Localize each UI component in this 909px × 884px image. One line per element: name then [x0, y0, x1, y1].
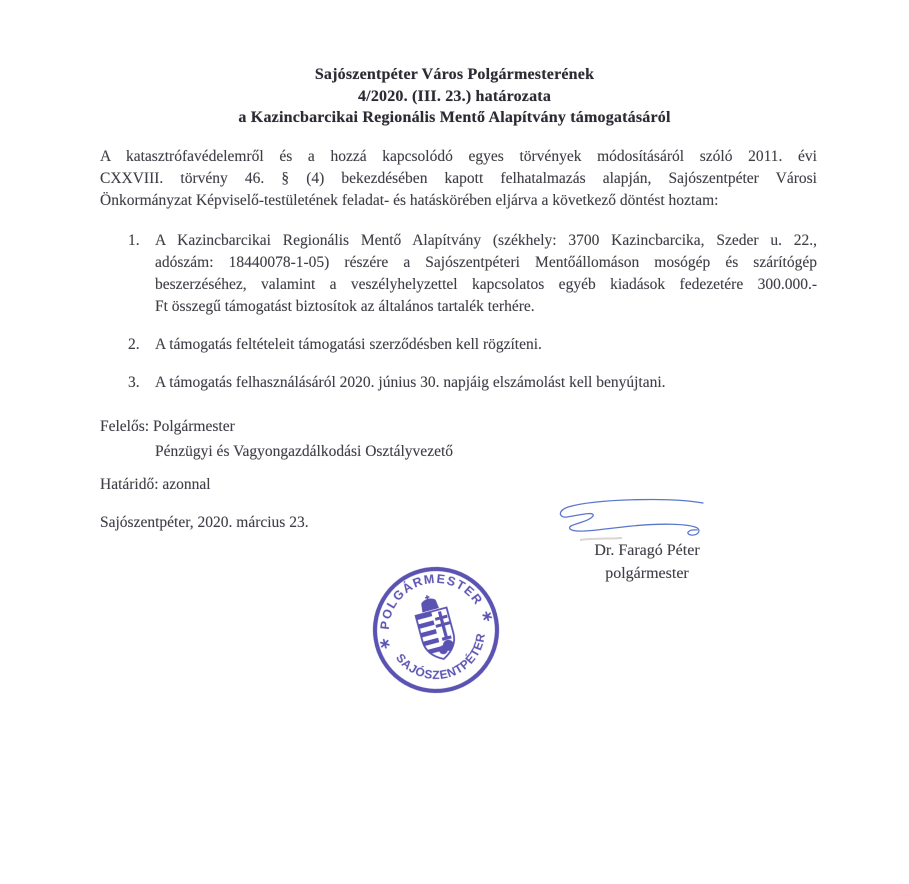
- date-line: Sajószentpéter, 2020. március 23.: [100, 514, 309, 531]
- intro-paragraph: [100, 146, 817, 212]
- coat-of-arms-icon: [411, 590, 461, 663]
- decision-item-3: [128, 372, 817, 394]
- text-line: CXXVIII. törvény 46. § (4) bekezdésében kapott felhatalmazás alapján, Sajószentpéter Városi: [100, 170, 817, 187]
- item-text: [155, 230, 817, 318]
- text-line: A katasztrófavédelemről és a hozzá kapcsolódó egyes törvények módosításáról szóló 2011. évi: [100, 148, 817, 165]
- responsible-label: Felelős:: [100, 418, 150, 435]
- text-line: a Kazincbarcikai Regionális Mentő Alapítvány támogatásáról: [238, 109, 671, 126]
- text-line: beszerzéséhez, valamint a veszélyhelyzettel kapcsolatos egyéb kiadások fedezetére 300.000.-: [155, 276, 817, 293]
- document-title: [0, 64, 909, 129]
- deadline-line: Határidő: azonnal: [100, 476, 211, 493]
- signature-ink: [550, 496, 710, 544]
- text-line: A támogatás feltételeit támogatási szerződésben kell rögzíteni.: [155, 336, 542, 353]
- text-line: adószám: 18440078-1-05) részére a Sajószentpéteri Mentőállomáson mosógép és szárítógép: [155, 254, 817, 271]
- responsible-block: [100, 414, 453, 464]
- signature-stroke: [560, 500, 703, 536]
- stamp-star-icon: [483, 611, 492, 621]
- stamp-bottom-text: SAJÓSZENTPÉTER: [393, 631, 489, 683]
- decision-item-2: [128, 334, 817, 356]
- decision-item-1: [128, 230, 817, 318]
- official-stamp: [368, 562, 504, 698]
- item-text: [155, 372, 817, 394]
- text-line: A támogatás felhasználásáról 2020. június 30. napjáig elszámolást kell benyújtani.: [155, 374, 666, 391]
- text-line: Önkormányzat Képviselő-testületének feladat- és hatáskörében eljárva a következő döntést hoztam:: [100, 192, 719, 209]
- item-number: 2.: [128, 336, 140, 353]
- signer-title: polgármester: [605, 564, 689, 582]
- text-line: 4/2020. (III. 23.) határozata: [357, 87, 552, 105]
- stamp-top-text: POLGÁRMESTER: [377, 571, 486, 631]
- text-line: A Kazincbarcikai Regionális Mentő Alapítvány (székhely: 3700 Kazincbarcika, Szeder u. 22.,: [155, 232, 817, 249]
- item-text: [155, 334, 817, 356]
- signer-block: [566, 540, 728, 585]
- responsible-line-2: Pénzügyi és Vagyongazdálkodási Osztályvezető: [155, 443, 454, 460]
- responsible-value: Polgármester: [152, 418, 235, 435]
- text-line: Sajószentpéter Város Polgármesterének: [314, 66, 595, 83]
- item-number: 3.: [128, 374, 140, 391]
- text-line: Ft összegű támogatást biztosítok az általános tartalék terhére.: [155, 298, 535, 315]
- item-number: 1.: [128, 232, 140, 249]
- signer-name: Dr. Faragó Péter: [594, 542, 700, 559]
- stamp-star-icon: [380, 639, 389, 649]
- responsible-line-1: [100, 414, 453, 439]
